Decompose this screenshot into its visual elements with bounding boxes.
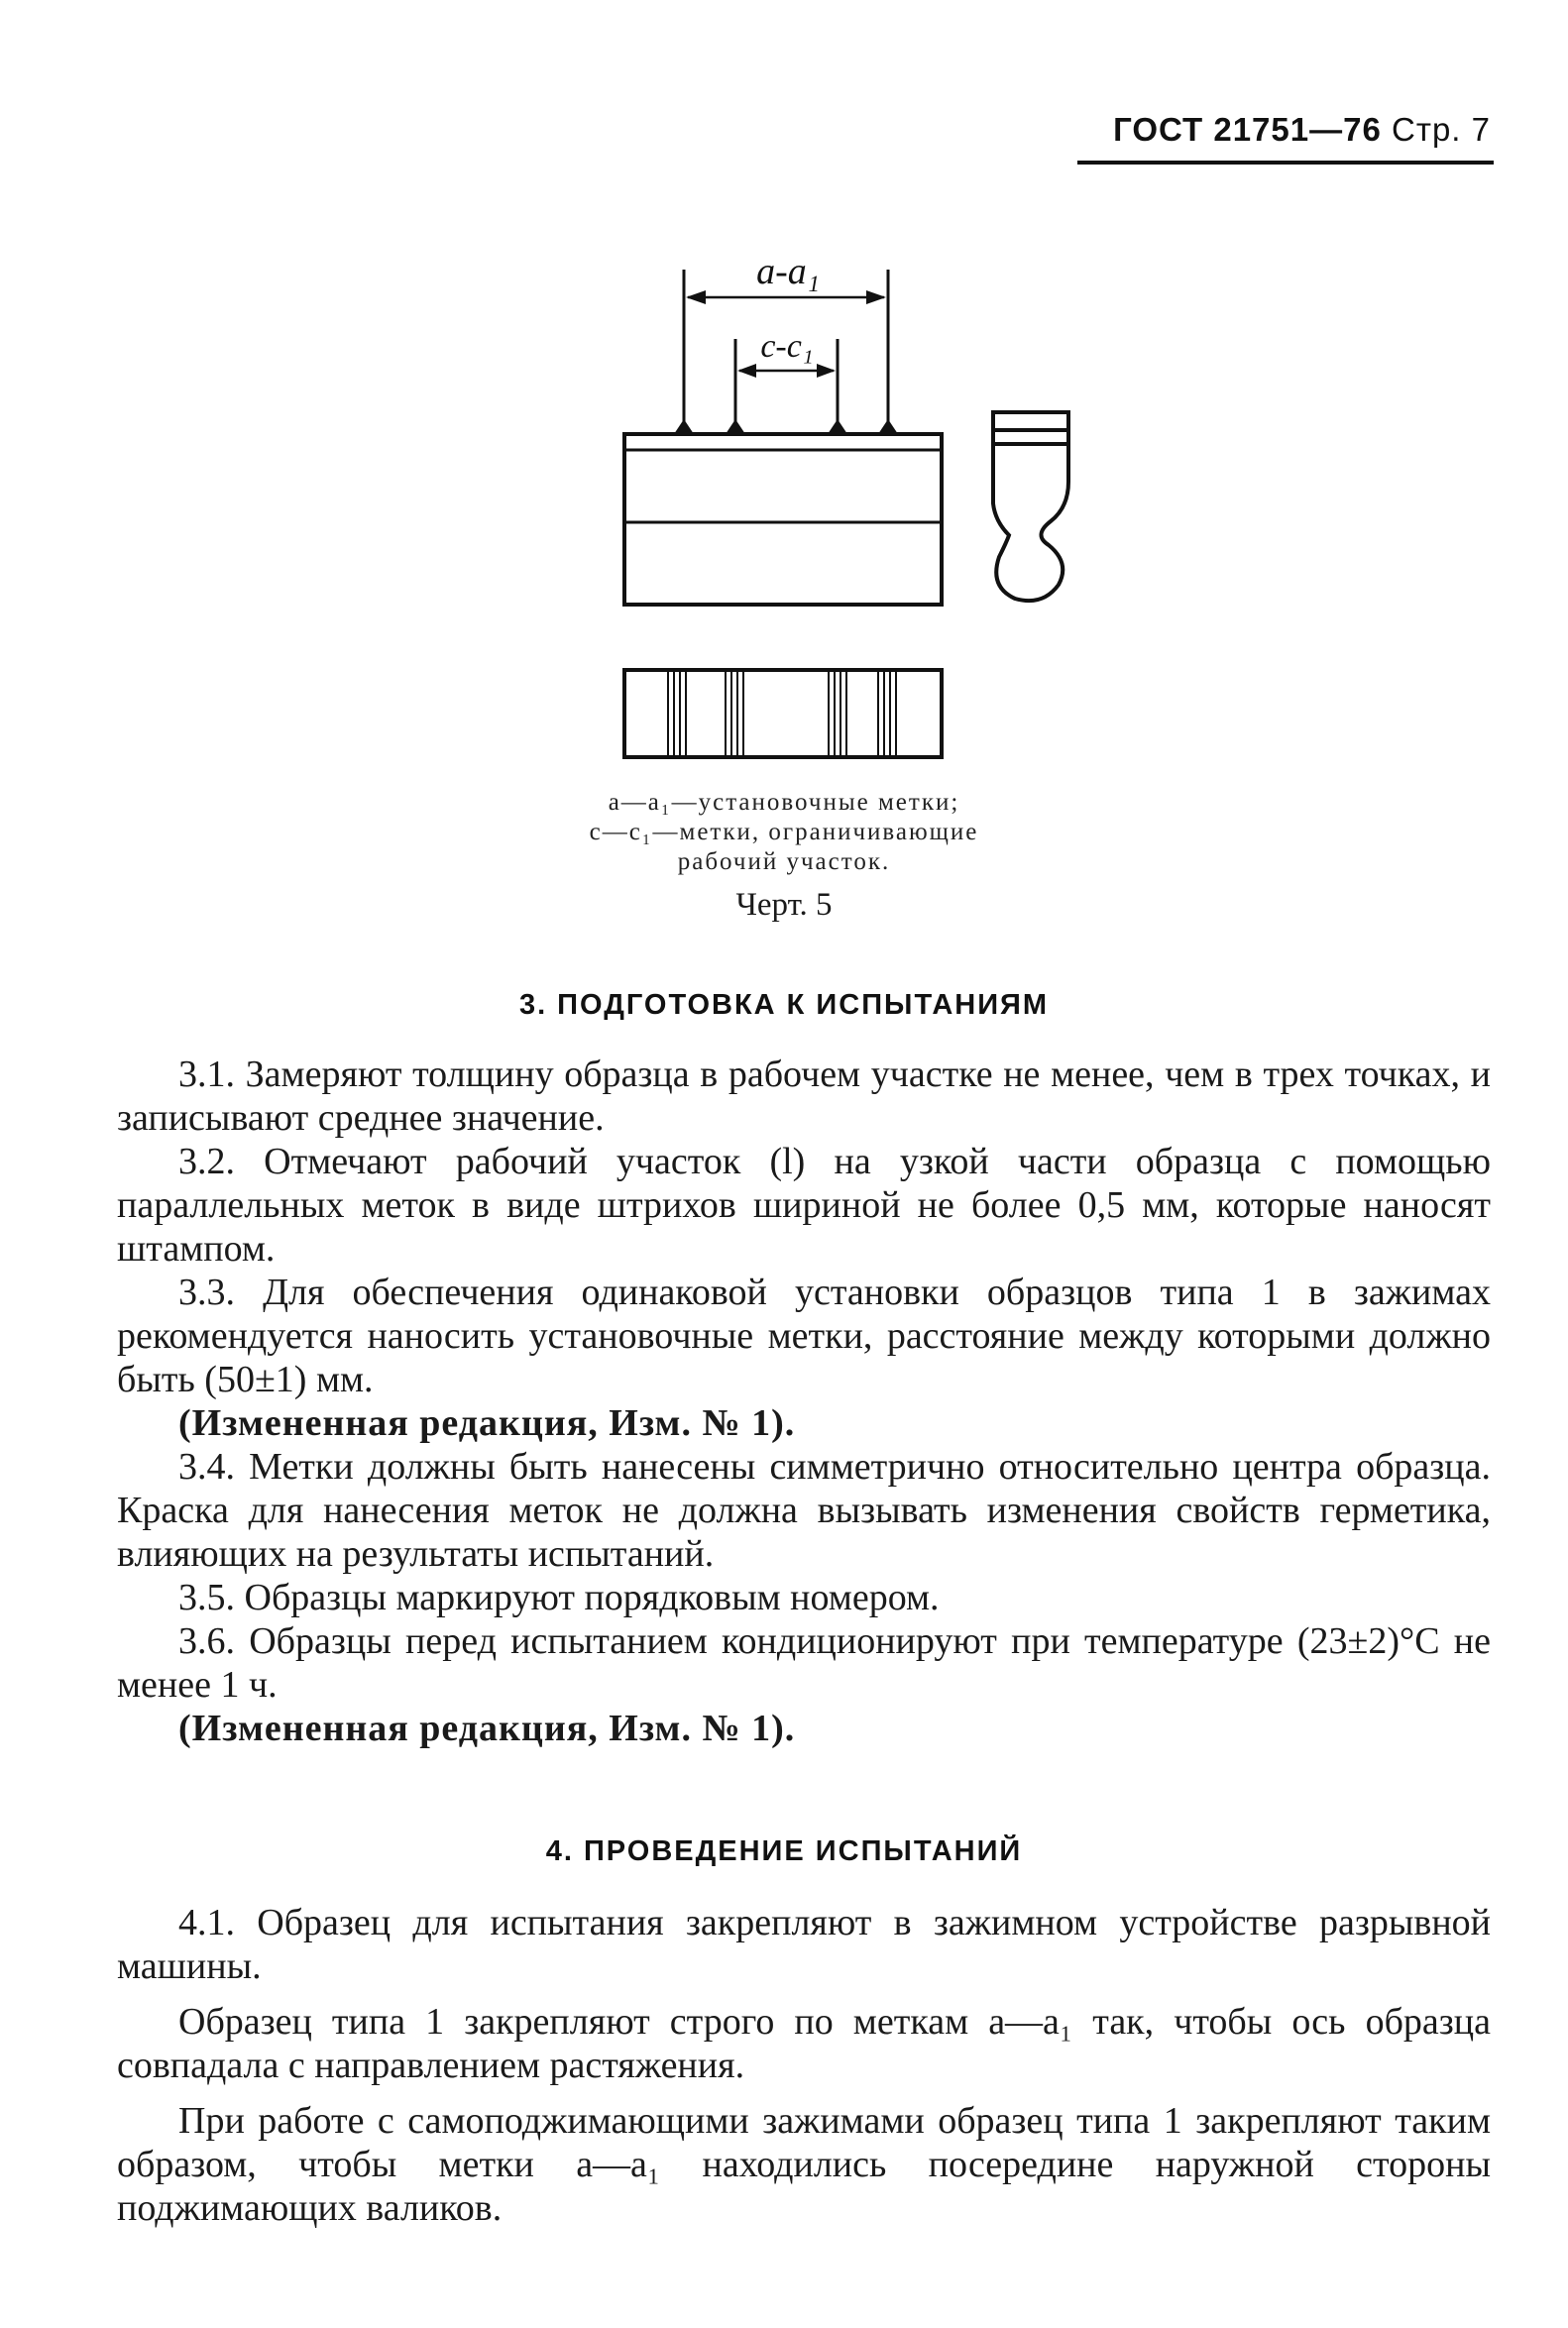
plan-hatch-center-right bbox=[829, 672, 846, 755]
arrow-right-c bbox=[817, 364, 836, 378]
mark-a-triangle bbox=[674, 419, 694, 434]
caption-line-2: с—с₁—метки, ограничивающие bbox=[589, 819, 979, 845]
section-4-title: 4. ПРОВЕДЕНИЕ ИСПЫТАНИЙ bbox=[545, 1835, 1023, 1867]
paragraph-3-5: 3.5. Образцы маркируют порядковым номером. bbox=[178, 1577, 940, 1618]
specimen-front-view bbox=[624, 434, 942, 605]
paragraph-4-1: 4.1. Образец для испытания закрепляют в зажимном устройстве разрывной машины. bbox=[117, 1902, 1491, 1987]
amendment-note-1: (Измененная редакция, Изм. № 1). bbox=[178, 1402, 796, 1444]
paragraph-4-3: При работе с самоподжимающими зажимами образец типа 1 закрепляют таким образом, чтобы метки а—а₁ находились посередине наружной стороны поджимающих валиков. bbox=[117, 2100, 1491, 2229]
paragraph-3-4: 3.4. Метки должны быть нанесены симметрично относительно центра образца. Краска для нанесения меток не должна вызывать изменения свойств герметика, влияющих на результаты испытаний. bbox=[117, 1446, 1491, 1575]
plan-hatch-center-left bbox=[726, 672, 743, 755]
mark-c1-triangle bbox=[828, 419, 847, 434]
plan-hatch-left bbox=[668, 672, 686, 755]
figure-caption bbox=[0, 788, 1568, 877]
paragraph-3-2: 3.2. Отмечают рабочий участок (l) на узкой части образца с помощью параллельных меток в виде штрихов шириной не более 0,5 мм, которые наносят штампом. bbox=[117, 1141, 1491, 1270]
caption-line-3: рабочий участок. bbox=[677, 848, 891, 875]
page-number: Стр. 7 bbox=[1392, 111, 1491, 148]
paragraph-4-2: Образец типа 1 закрепляют строго по меткам а—а₁ так, чтобы ось образца совпадала с направлением растяжения. bbox=[117, 2001, 1491, 2086]
plan-hatch-right bbox=[878, 672, 896, 755]
caption-line-1: а—а₁—установочные метки; bbox=[608, 789, 960, 816]
paragraph-3-6: 3.6. Образцы перед испытанием кондиционируют при температуре (23±2)°С не менее 1 ч. bbox=[117, 1620, 1491, 1706]
section-4-body bbox=[117, 1901, 1491, 2230]
label-c-c1: с-с₁ bbox=[760, 328, 814, 365]
arrow-left-c bbox=[737, 364, 756, 378]
mark-c-triangle bbox=[726, 419, 745, 434]
header-rule bbox=[1077, 161, 1494, 165]
specimen-plan-view bbox=[624, 670, 942, 757]
standard-number: ГОСТ 21751—76 bbox=[1113, 111, 1382, 148]
section-3-title: 3. ПОДГОТОВКА К ИСПЫТАНИЯМ bbox=[518, 989, 1050, 1021]
amendment-note-2: (Измененная редакция, Изм. № 1). bbox=[178, 1708, 796, 1749]
specimen-drawing bbox=[595, 248, 1110, 773]
mark-a1-triangle bbox=[878, 419, 898, 434]
page-header bbox=[1113, 111, 1491, 149]
paragraph-3-1: 3.1. Замеряют толщину образца в рабочем участке не менее, чем в трех точках, и записывают среднее значение. bbox=[117, 1053, 1491, 1139]
label-a-a1: а-а₁ bbox=[756, 251, 820, 292]
figure-number: Черт. 5 bbox=[735, 887, 833, 923]
section-3-body bbox=[117, 1053, 1491, 1750]
arrow-left-a bbox=[686, 290, 706, 304]
arrow-right-a bbox=[866, 290, 886, 304]
specimen-side-profile bbox=[993, 412, 1068, 601]
paragraph-3-3: 3.3. Для обеспечения одинаковой установки образцов типа 1 в зажимах рекомендуется наносить установочные метки, расстояние между которыми должно быть (50±1) мм. bbox=[117, 1272, 1491, 1400]
